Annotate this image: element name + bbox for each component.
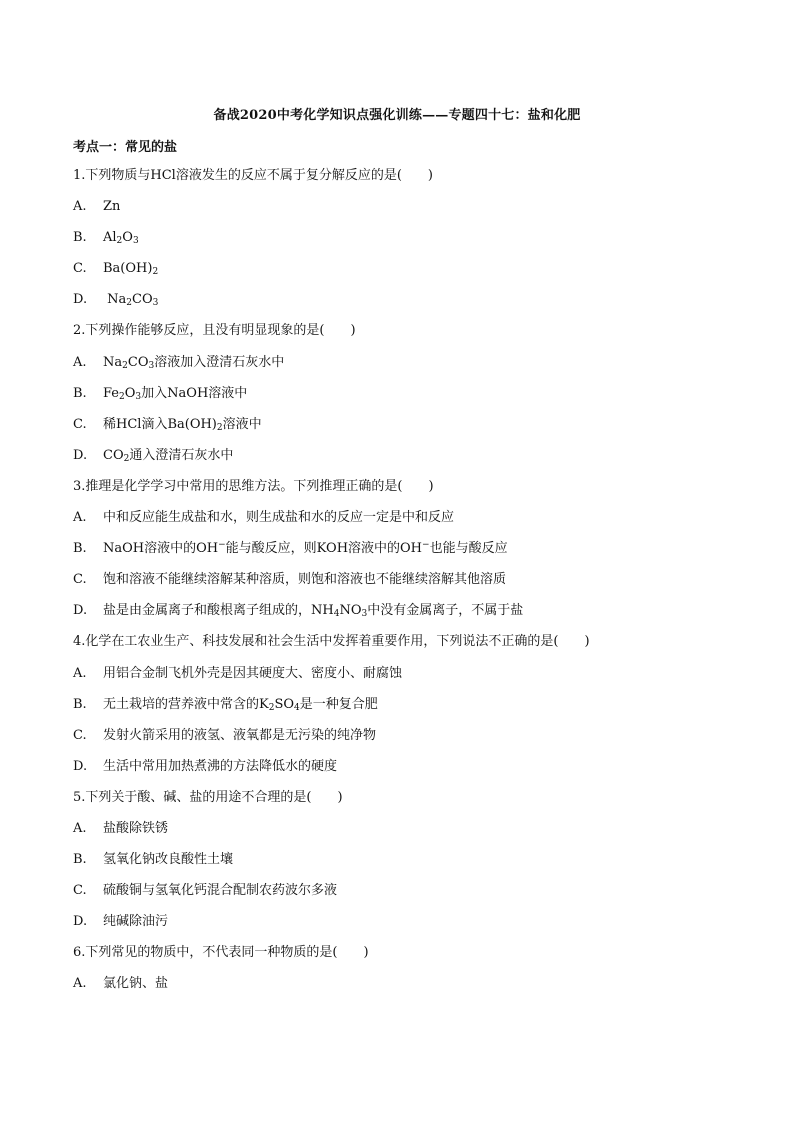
option-text: 盐酸除铁锈 bbox=[103, 820, 169, 836]
option-letter: C. bbox=[73, 883, 87, 899]
option-text: $CO_2$通入澄清石灰水中 bbox=[103, 447, 234, 464]
option-letter: C. bbox=[73, 416, 87, 432]
option-text: $Na_2CO_3$溶液加入澄清石灰水中 bbox=[103, 354, 285, 371]
option-text: 氢氧化钠改良酸性土壤 bbox=[103, 852, 234, 868]
answer-option bbox=[73, 508, 733, 539]
option-letter: D. bbox=[73, 603, 88, 619]
option-letter: D. bbox=[73, 758, 88, 774]
answer-option bbox=[73, 601, 733, 632]
question-stem: 4.化学在工农业生产、科技发展和社会生活中发挥着重要作用，下列说法不正确的是( ) bbox=[73, 634, 590, 650]
section-heading: 考点一：常见的盐 bbox=[73, 140, 178, 155]
question-stem: 5.下列关于酸、碱、盐的用途不合理的是( ) bbox=[73, 789, 343, 805]
answer-option bbox=[73, 819, 733, 850]
option-letter: D. bbox=[73, 292, 88, 308]
option-text: 生活中常用加热煮沸的方法降低水的硬度 bbox=[103, 758, 338, 774]
option-text: 中和反应能生成盐和水，则生成盐和水的反应一定是中和反应 bbox=[103, 510, 455, 526]
option-letter: A. bbox=[73, 976, 87, 992]
answer-option bbox=[73, 259, 733, 290]
option-letter: A. bbox=[73, 199, 87, 215]
answer-option bbox=[73, 446, 733, 477]
option-letter: D. bbox=[73, 447, 88, 463]
option-letter: A. bbox=[73, 510, 87, 526]
answer-option bbox=[73, 757, 733, 788]
question-stem: 3.推理是化学学习中常用的思维方法。下列推理正确的是( ) bbox=[73, 478, 434, 494]
option-text: 发射火箭采用的液氢、液氧都是无污染的纯净物 bbox=[103, 727, 377, 743]
answer-option bbox=[73, 228, 733, 259]
document-title: 备战2020中考化学知识点强化训练——专题四十七：盐和化肥 bbox=[213, 108, 581, 123]
option-text: $Fe_2O_3$加入NaOH溶液中 bbox=[103, 385, 248, 402]
option-text: NaOH溶液中的OH−能与酸反应，则KOH溶液中的OH−也能与酸反应 bbox=[103, 540, 508, 557]
answer-option bbox=[73, 570, 733, 601]
answer-option bbox=[73, 290, 733, 321]
answer-option bbox=[73, 415, 733, 446]
option-text: 稀HCl滴入$Ba(OH)_2$溶液中 bbox=[103, 416, 262, 433]
option-letter: A. bbox=[73, 665, 87, 681]
option-letter: C. bbox=[73, 572, 87, 588]
option-text: $Na_2CO_3$ bbox=[103, 292, 159, 309]
option-letter: C. bbox=[73, 727, 87, 743]
question-stem: 6.下列常见的物质中，不代表同一种物质的是( ) bbox=[73, 945, 369, 961]
option-text: 用铝合金制飞机外壳是因其硬度大、密度小、耐腐蚀 bbox=[103, 665, 403, 681]
option-text: $Al_2O_3$ bbox=[103, 230, 139, 247]
option-letter: B. bbox=[73, 385, 87, 401]
option-letter: B. bbox=[73, 541, 87, 557]
question-stem: 1.下列物质与HCl溶液发生的反应不属于复分解反应的是( ) bbox=[73, 168, 433, 183]
option-letter: B. bbox=[73, 696, 87, 712]
answer-option bbox=[73, 664, 733, 695]
answer-option bbox=[73, 353, 733, 384]
option-letter: B. bbox=[73, 230, 87, 246]
option-letter: D. bbox=[73, 914, 88, 930]
answer-option bbox=[73, 695, 733, 726]
answer-option bbox=[73, 974, 733, 1005]
option-letter: A. bbox=[73, 354, 87, 370]
option-text: 饱和溶液不能继续溶解某种溶质，则饱和溶液也不能继续溶解其他溶质 bbox=[103, 572, 507, 588]
option-text: 氯化钠、盐 bbox=[103, 976, 169, 992]
option-text: 纯碱除油污 bbox=[103, 914, 169, 930]
question-list bbox=[73, 166, 733, 1006]
option-text: 硫酸铜与氢氧化钙混合配制农药波尔多液 bbox=[103, 883, 338, 899]
option-text: 无土栽培的营养液中常含的$K_2SO_4$是一种复合肥 bbox=[103, 696, 378, 713]
answer-option bbox=[73, 912, 733, 943]
option-letter: A. bbox=[73, 820, 87, 836]
answer-option bbox=[73, 726, 733, 757]
option-text: 盐是由金属离子和酸根离子组成的，$NH_4NO_3$中没有金属离子，不属于盐 bbox=[103, 603, 524, 620]
question-stem: 2.下列操作能够反应，且没有明显现象的是( ) bbox=[73, 323, 356, 339]
option-text: Zn bbox=[103, 199, 121, 215]
option-letter: C. bbox=[73, 261, 87, 277]
option-letter: B. bbox=[73, 852, 87, 868]
answer-option bbox=[73, 850, 733, 881]
option-text: $Ba(OH)_2$ bbox=[103, 261, 159, 278]
answer-option bbox=[73, 384, 733, 415]
answer-option bbox=[73, 197, 733, 228]
answer-option bbox=[73, 539, 733, 570]
answer-option bbox=[73, 881, 733, 912]
